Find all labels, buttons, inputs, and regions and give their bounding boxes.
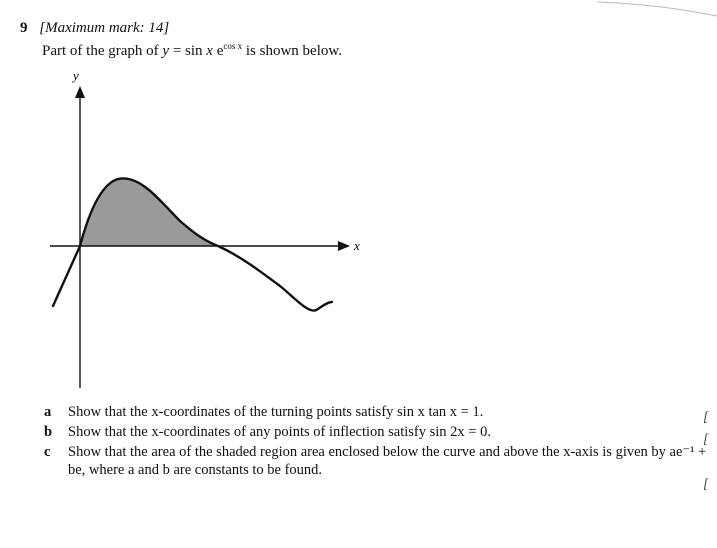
y-axis-label: y	[73, 68, 79, 83]
part-letter: a	[44, 404, 52, 420]
y-axis-arrow	[75, 86, 85, 98]
part-text: Show that the x-coordinates of any points of inflection satisfy sin 2x = 0.	[68, 424, 491, 440]
intro-exponent: cos x	[223, 41, 243, 51]
question-header	[20, 20, 169, 37]
intro-after: is shown below.	[242, 43, 342, 59]
question-intro	[42, 41, 342, 60]
question-parts	[44, 403, 717, 481]
part-letter: c	[44, 444, 51, 460]
x-axis-label: x	[354, 238, 360, 253]
function-graph	[40, 66, 370, 396]
max-mark: [Maximum mark: 14]	[39, 20, 170, 36]
intro-eq: = sin	[169, 43, 207, 59]
part-text: Show that the x-coordinates of the turning points satisfy sin x tan x = 1.	[68, 404, 484, 420]
edge-mark: [	[703, 477, 709, 492]
part-b	[44, 423, 717, 441]
part-c	[44, 443, 717, 479]
part-text: Show that the area of the shaded region area enclosed below the curve and above the x-axis is given by ae⁻¹ + be, where a and b are constants to be found.	[68, 444, 707, 478]
edge-mark: [	[703, 410, 709, 425]
question-number: 9	[20, 20, 28, 36]
part-a	[44, 403, 717, 421]
x-axis-arrow	[338, 241, 350, 251]
page-edge-shadow	[597, 0, 717, 30]
edge-mark: [	[703, 432, 709, 447]
intro-before: Part of the graph of	[42, 43, 163, 59]
intro-x: x	[206, 43, 213, 59]
intro-e: e	[212, 43, 224, 59]
part-letter: b	[44, 424, 53, 440]
intro-y: y	[162, 43, 170, 59]
